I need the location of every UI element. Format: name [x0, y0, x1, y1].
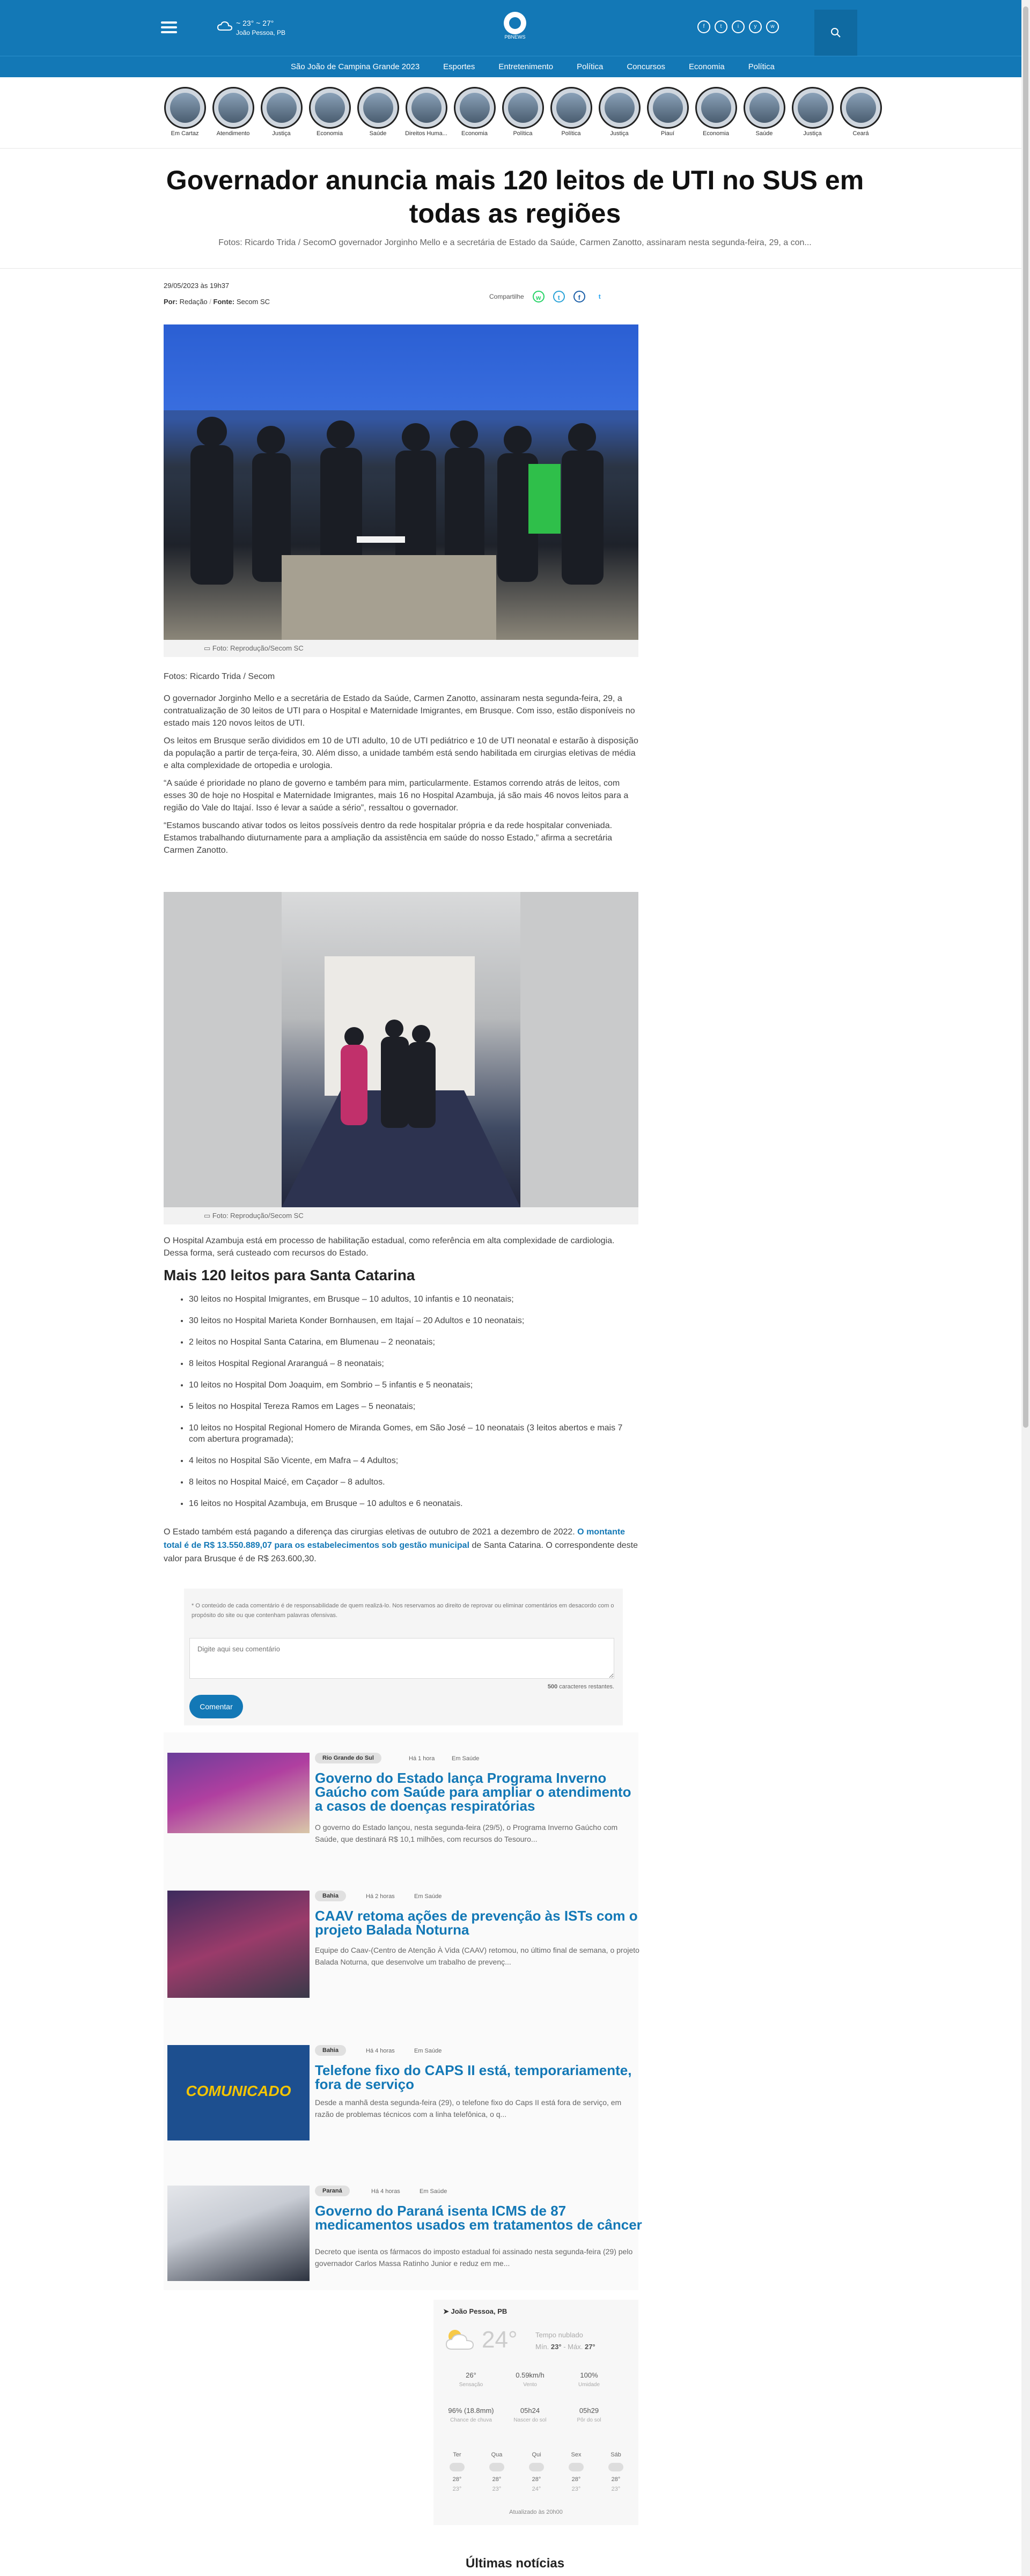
weather-description: Tempo nublado [535, 2331, 583, 2339]
related-thumbnail[interactable] [167, 2186, 310, 2281]
min-label: Mín. [535, 2343, 549, 2351]
social-links [697, 20, 779, 33]
weather-updated: Atualizado às 20h00 [509, 2509, 563, 2515]
story-item[interactable] [212, 87, 254, 141]
char-count-label: caracteres restantes. [559, 1684, 614, 1690]
stat-label: Chance de chuva [450, 2417, 492, 2423]
related-tag[interactable]: Bahia [315, 2045, 346, 2056]
char-counter [510, 1684, 614, 1690]
nav-item-esportes[interactable]: Esportes [443, 62, 475, 71]
stat-value: 96% (18.8mm) [448, 2407, 494, 2415]
photo-caption-text: Foto: Reprodução/Secom SC [212, 644, 304, 652]
weather-widget [433, 2300, 638, 2525]
article-paragraph: “Estamos buscando ativar todos os leitos possíveis dentro da rede hospitalar própria e da rede hospitalar conveniada. Estamos trabalhando diuturnamente para a ampliação da assistência em saúde do nosso Estado,” afirma a secretária Carmen Zanotto. [164, 821, 613, 855]
weather-stat [442, 2371, 501, 2390]
related-section: Em Saúde [420, 2188, 447, 2195]
story-item[interactable] [308, 87, 351, 141]
story-label: Justiça [272, 130, 291, 137]
image-icon: ▭ [204, 644, 212, 652]
byline-author: Redação [179, 298, 208, 306]
story-thumbnail [695, 87, 737, 129]
stat-label: Vento [523, 2382, 537, 2388]
forecast-day [480, 2450, 514, 2494]
instagram-icon[interactable]: i [732, 20, 745, 33]
nav-item-economia[interactable]: Economia [689, 62, 725, 71]
cloud-icon [217, 20, 232, 32]
forecast-min: 23° [452, 2486, 462, 2492]
story-label: Política [561, 130, 581, 137]
cloud-icon [608, 2463, 623, 2471]
share-bar [489, 291, 606, 302]
story-item[interactable] [405, 87, 447, 141]
max-label: Máx. [568, 2343, 583, 2351]
location-pin-icon: ➤ [443, 2307, 451, 2315]
weather-stat [501, 2406, 560, 2425]
forecast-min: 23° [571, 2486, 581, 2492]
divider [0, 268, 1030, 269]
story-item[interactable] [260, 87, 303, 141]
related-excerpt: Decreto que isenta os fármacos do imposto estadual foi assinado nesta segunda-feira (29) pelo governador Carlos Massa Ratinho Junior e reduz em me... [315, 2247, 633, 2268]
list-item: • 10 leitos no Hospital Regional Homero de Miranda Gomes, em São José – 10 neonatais (3 leitos abertos e mais 7 com abertura programada); [189, 1422, 638, 1445]
closing-text: O Estado também está pagando a diferença das cirurgias eletivas de outubro de 2021 a dezembro de 2022. [164, 1527, 575, 1537]
list-item: • 8 leitos Hospital Regional Araranguá – 8 neonatais; [189, 1358, 638, 1369]
closing-paragraph [164, 1525, 638, 1566]
source-value: Secom SC [236, 298, 270, 306]
related-thumbnail[interactable] [167, 1753, 310, 1833]
weather-temp: 24° [482, 2327, 518, 2353]
related-excerpt: Desde a manhã desta segunda-feira (29), o telefone fixo do Caps II está fora de serviço, em razão de problemas técnicos com a linha telefônica, o q... [315, 2098, 622, 2119]
forecast-min: 23° [492, 2486, 502, 2492]
cloud-icon [489, 2463, 504, 2471]
comment-button[interactable]: Comentar [189, 1695, 243, 1718]
related-time: Há 4 horas [366, 2048, 395, 2054]
list-item: • 10 leitos no Hospital Dom Joaquim, em Sombrio – 5 infantis e 5 neonatais; [189, 1379, 638, 1391]
image-icon: ▭ [204, 1212, 212, 1220]
article-subtitle: Fotos: Ricardo Trida / SecomO governador Jorginho Mello e a secretária de Estado da Saúde, Carmen Zanotto, assinaram nesta segunda-feira, 29, a con... [218, 238, 812, 247]
list-item: • 30 leitos no Hospital Imigrantes, em Brusque – 10 adultos, 10 infantis e 10 neonatais; [189, 1294, 638, 1305]
search-button[interactable] [814, 10, 857, 56]
related-thumbnail[interactable] [167, 2045, 310, 2140]
story-thumbnail [164, 87, 206, 129]
related-item[interactable] [167, 2045, 642, 2142]
closing-link[interactable]: O montante total é de R$ 13.550.889,07 para os estabelecimentos sob gestão municipal [164, 1527, 626, 1550]
related-excerpt: Equipe do Caav-(Centro de Atenção À Vida (CAAV) retomou, no último final de semana, o projeto Balada Noturna, que desenvolve um trabalho de prevenç... [315, 1946, 639, 1966]
related-section: Em Saúde [452, 1755, 480, 1762]
story-item[interactable] [840, 87, 882, 141]
list-item: • 5 leitos no Hospital Tereza Ramos em Lages – 5 neonatais; [189, 1401, 638, 1412]
stat-value: 05h29 [579, 2407, 599, 2415]
forecast-day-name: Sex [571, 2452, 582, 2458]
story-thumbnail [261, 87, 303, 129]
story-item[interactable] [598, 87, 641, 141]
cloud-icon [529, 2463, 544, 2471]
weather-location [443, 2307, 507, 2316]
char-count-value: 500 [547, 1684, 558, 1690]
weather-stat [560, 2371, 619, 2390]
cloud-icon [569, 2463, 584, 2471]
byline-label: Por: [164, 298, 178, 306]
comment-input[interactable] [189, 1638, 614, 1679]
story-label: Política [513, 130, 533, 137]
story-label: Piauí [660, 130, 675, 137]
forecast-day-name: Ter [453, 2452, 461, 2458]
story-label: Em Cartaz [171, 130, 199, 137]
story-label: Economia [317, 130, 343, 137]
photo-illustration [164, 892, 638, 1207]
story-label: Saúde [755, 130, 773, 137]
photo-caption-text: Foto: Reprodução/Secom SC [212, 1212, 304, 1220]
min-value: 23° [550, 2343, 562, 2351]
facebook-icon[interactable]: f [697, 20, 710, 33]
header-weather-location: João Pessoa, PB [236, 29, 286, 36]
related-tag[interactable]: Paraná [315, 2186, 350, 2196]
related-time: Há 1 hora [409, 1755, 435, 1762]
main-nav [0, 56, 1030, 77]
related-tag[interactable]: Rio Grande do Sul [315, 1753, 381, 1763]
photo-caption [164, 1207, 638, 1224]
page-scrollbar[interactable] [1021, 0, 1030, 2576]
forecast-day-name: Qui [532, 2452, 541, 2458]
section-title: Mais 120 leitos para Santa Catarina [164, 1267, 415, 1283]
stat-label: Sensação [459, 2382, 483, 2388]
story-thumbnail [599, 87, 641, 129]
article-body [164, 670, 638, 862]
header-weather-temps: ~ 23° ~ 27° [236, 19, 274, 27]
stat-value: 0.59km/h [516, 2371, 545, 2379]
story-thumbnail [357, 87, 399, 129]
article-title: Governador anuncia mais 120 leitos de UTI no SUS em todas as regiões [166, 165, 864, 228]
nav-item-politica[interactable]: Política [577, 62, 604, 71]
menu-icon[interactable] [161, 21, 177, 33]
weather-stat [560, 2406, 619, 2425]
stories-carousel [164, 87, 869, 141]
story-item[interactable] [453, 87, 496, 141]
scrollbar-thumb[interactable] [1023, 6, 1028, 1428]
twitter-share-icon[interactable]: t [598, 293, 601, 300]
forecast-day-name: Sáb [610, 2452, 621, 2458]
story-thumbnail [550, 87, 592, 129]
story-item[interactable] [550, 87, 592, 141]
story-item[interactable] [791, 87, 834, 141]
list-item: • 4 leitos no Hospital São Vicente, em Mafra – 4 Adultos; [189, 1455, 638, 1466]
nav-item-sao-joao[interactable]: São João de Campina Grande 2023 [291, 62, 420, 71]
weather-location-text: João Pessoa, PB [451, 2307, 507, 2315]
stat-value: 26° [466, 2371, 476, 2379]
weather-minmax: Mín. 23° - Máx. 27° [535, 2343, 595, 2351]
story-thumbnail [212, 87, 254, 129]
story-thumbnail [309, 87, 351, 129]
closing-text: de Santa Catarina. O correspondente deste valor para Brusque é de R$ 263.600,30. [164, 1541, 638, 1563]
divider [0, 148, 1030, 149]
story-label: Saúde [369, 130, 387, 137]
source-label: Fonte: [213, 298, 235, 306]
related-item[interactable] [167, 1753, 642, 1843]
list-item: • 30 leitos no Hospital Marieta Konder Bornhausen, em Itajaí – 20 Adultos e 10 neonatais; [189, 1315, 638, 1326]
story-label: Economia [703, 130, 729, 137]
search-icon [830, 27, 841, 38]
related-item[interactable] [167, 2186, 642, 2282]
list-item: • 8 leitos no Hospital Maicé, em Caçador – 8 adultos. [189, 1477, 638, 1488]
related-section: Em Saúde [414, 1893, 442, 1900]
story-item[interactable] [695, 87, 737, 141]
related-title[interactable]: Telefone fixo do CAPS II está, temporariamente, fora de serviço [315, 2062, 632, 2092]
forecast-day-name: Qua [491, 2452, 503, 2458]
forecast-day [599, 2450, 633, 2494]
stat-label: Umidade [578, 2382, 600, 2388]
related-item[interactable] [167, 1891, 642, 1998]
weather-stat [501, 2371, 560, 2390]
related-tag[interactable]: Bahia [315, 1891, 346, 1901]
related-thumbnail[interactable] [167, 1891, 310, 1998]
telegram-share-icon[interactable]: t [553, 291, 565, 302]
max-value: 27° [584, 2343, 595, 2351]
photo-caption [164, 640, 638, 657]
header-weather [236, 18, 285, 38]
youtube-icon[interactable]: y [749, 20, 762, 33]
story-thumbnail [647, 87, 689, 129]
article-paragraph: O Hospital Azambuja está em processo de habilitação estadual, como referência em alta complexidade de cardiologia. Dessa forma, será custeado com recursos do Estado. [164, 1236, 615, 1258]
story-label: Ceará [852, 130, 869, 137]
article-photo [164, 324, 638, 640]
story-thumbnail [406, 87, 447, 129]
photo-illustration [164, 324, 638, 640]
story-label: Atendimento [216, 130, 250, 137]
forecast-max: 28° [571, 2476, 581, 2483]
story-label: Direitos Huma... [405, 130, 447, 137]
story-thumbnail [792, 87, 834, 129]
whatsapp-icon[interactable]: w [766, 20, 779, 33]
weather-forecast [440, 2450, 633, 2494]
article-paragraph: “A saúde é prioridade no plano de governo e também para mim, particularmente. Estamos correndo atrás de leitos, com esses 30 de hoje no Hospital e Maternidade Imigrantes, mais 16 no Hospital Azambuja, já são mais 46 novos leitos para a região do Vale do Itajaí. Isso é levar a saúde a sério”, ressaltou o governador. [164, 779, 629, 813]
article-paragraph: Os leitos em Brusque serão divididos em 10 de UTI adulto, 10 de UTI pediátrico e 10 de UTI neonatal e estarão à disposição da população a partir de terça-feira, 30. Além disso, a unidade também está sendo habilitada em cirurgias eletivas de média e alta complexidade de ortopedia e urologia. [164, 736, 638, 770]
whatsapp-share-icon[interactable]: w [533, 291, 545, 302]
story-thumbnail [502, 87, 544, 129]
forecast-max: 28° [611, 2476, 621, 2483]
comment-disclaimer: * O conteúdo de cada comentário é de responsabilidade de quem realizá-lo. Nos reservamos ao direito de reprovar ou eliminar comentários em desacordo com o propósito do site ou que contenham palavras ofensivas. [192, 1603, 614, 1619]
forecast-day [440, 2450, 474, 2494]
related-time: Há 4 horas [371, 2188, 400, 2195]
forecast-max: 28° [532, 2476, 541, 2483]
twitter-icon[interactable]: t [715, 20, 727, 33]
list-item: • 16 leitos no Hospital Azambuja, em Brusque – 10 adultos e 6 neonatais. [189, 1498, 638, 1509]
stat-value: 100% [580, 2371, 598, 2379]
story-label: Economia [461, 130, 488, 137]
forecast-day [519, 2450, 554, 2494]
nav-item-politica-2[interactable]: Política [748, 62, 775, 71]
beds-list [177, 1294, 638, 1519]
facebook-share-icon[interactable]: f [573, 291, 585, 302]
stat-value: 05h24 [520, 2407, 540, 2415]
latest-news-title: Últimas notícias [466, 2556, 565, 2571]
article-paragraph: O governador Jorginho Mello e a secretária de Estado da Saúde, Carmen Zanotto, assinaram nesta segunda-feira, 29, a contratualização de 30 leitos de UTI para o Hospital e Maternidade Imigrantes, em Brusque. Com isso, estão disponíveis no estado mais 120 novos leitos de UTI. [164, 694, 635, 728]
article-date: 29/05/2023 às 19h37 [164, 282, 230, 290]
story-thumbnail [744, 87, 785, 129]
story-item[interactable] [743, 87, 785, 141]
top-header [0, 0, 1030, 56]
related-title[interactable]: CAAV retoma ações de prevenção às ISTs com o projeto Balada Noturna [315, 1908, 638, 1938]
related-time: Há 2 horas [366, 1893, 395, 1900]
cloud-icon [450, 2463, 465, 2471]
weather-stats [442, 2406, 619, 2425]
related-title[interactable]: Governo do Estado lança Programa Inverno Gaúcho com Saúde para ampliar o atendimento a casos de doenças respiratórias [315, 1770, 631, 1814]
story-item[interactable] [164, 87, 206, 141]
site-logo[interactable] [496, 12, 534, 40]
list-item: • 2 leitos no Hospital Santa Catarina, em Blumenau – 2 neonatais; [189, 1337, 638, 1348]
related-section: Em Saúde [414, 2048, 442, 2054]
cloud-sun-icon [444, 2327, 476, 2351]
forecast-max: 28° [452, 2476, 462, 2483]
forecast-max: 28° [492, 2476, 502, 2483]
photo-credit: Fotos: Ricardo Trida / Secom [164, 672, 275, 681]
forecast-day [559, 2450, 593, 2494]
stat-label: Pôr do sol [577, 2417, 601, 2423]
story-item[interactable] [502, 87, 544, 141]
nav-item-concursos[interactable]: Concursos [627, 62, 666, 71]
story-item[interactable] [646, 87, 689, 141]
story-thumbnail [454, 87, 496, 129]
share-label: Compartilhe [489, 293, 524, 300]
weather-desc [535, 2329, 595, 2353]
article-byline: Por: Redação / Fonte: Secom SC [164, 298, 270, 306]
comunicado-label: COMUNICADO [186, 2083, 291, 2099]
story-item[interactable] [357, 87, 399, 141]
logo-text: PBNEWS [504, 34, 526, 40]
related-title[interactable]: Governo do Paraná isenta ICMS de 87 medicamentos usados em tratamentos de câncer [315, 2203, 642, 2233]
forecast-min: 24° [532, 2486, 541, 2492]
forecast-min: 23° [611, 2486, 621, 2492]
related-excerpt: O governo do Estado lançou, nesta segunda-feira (29/5), o Programa Inverno Gaúcho com Saúde, que destinará R$ 10,1 milhões, com recursos do Tesouro... [315, 1823, 618, 1843]
article-photo [164, 892, 638, 1207]
story-thumbnail [840, 87, 882, 129]
weather-stats [442, 2371, 619, 2390]
stat-label: Nascer do sol [513, 2417, 547, 2423]
story-label: Justiça [610, 130, 629, 137]
weather-stat [442, 2406, 501, 2425]
nav-item-entretenimento[interactable]: Entretenimento [498, 62, 554, 71]
story-label: Justiça [803, 130, 822, 137]
